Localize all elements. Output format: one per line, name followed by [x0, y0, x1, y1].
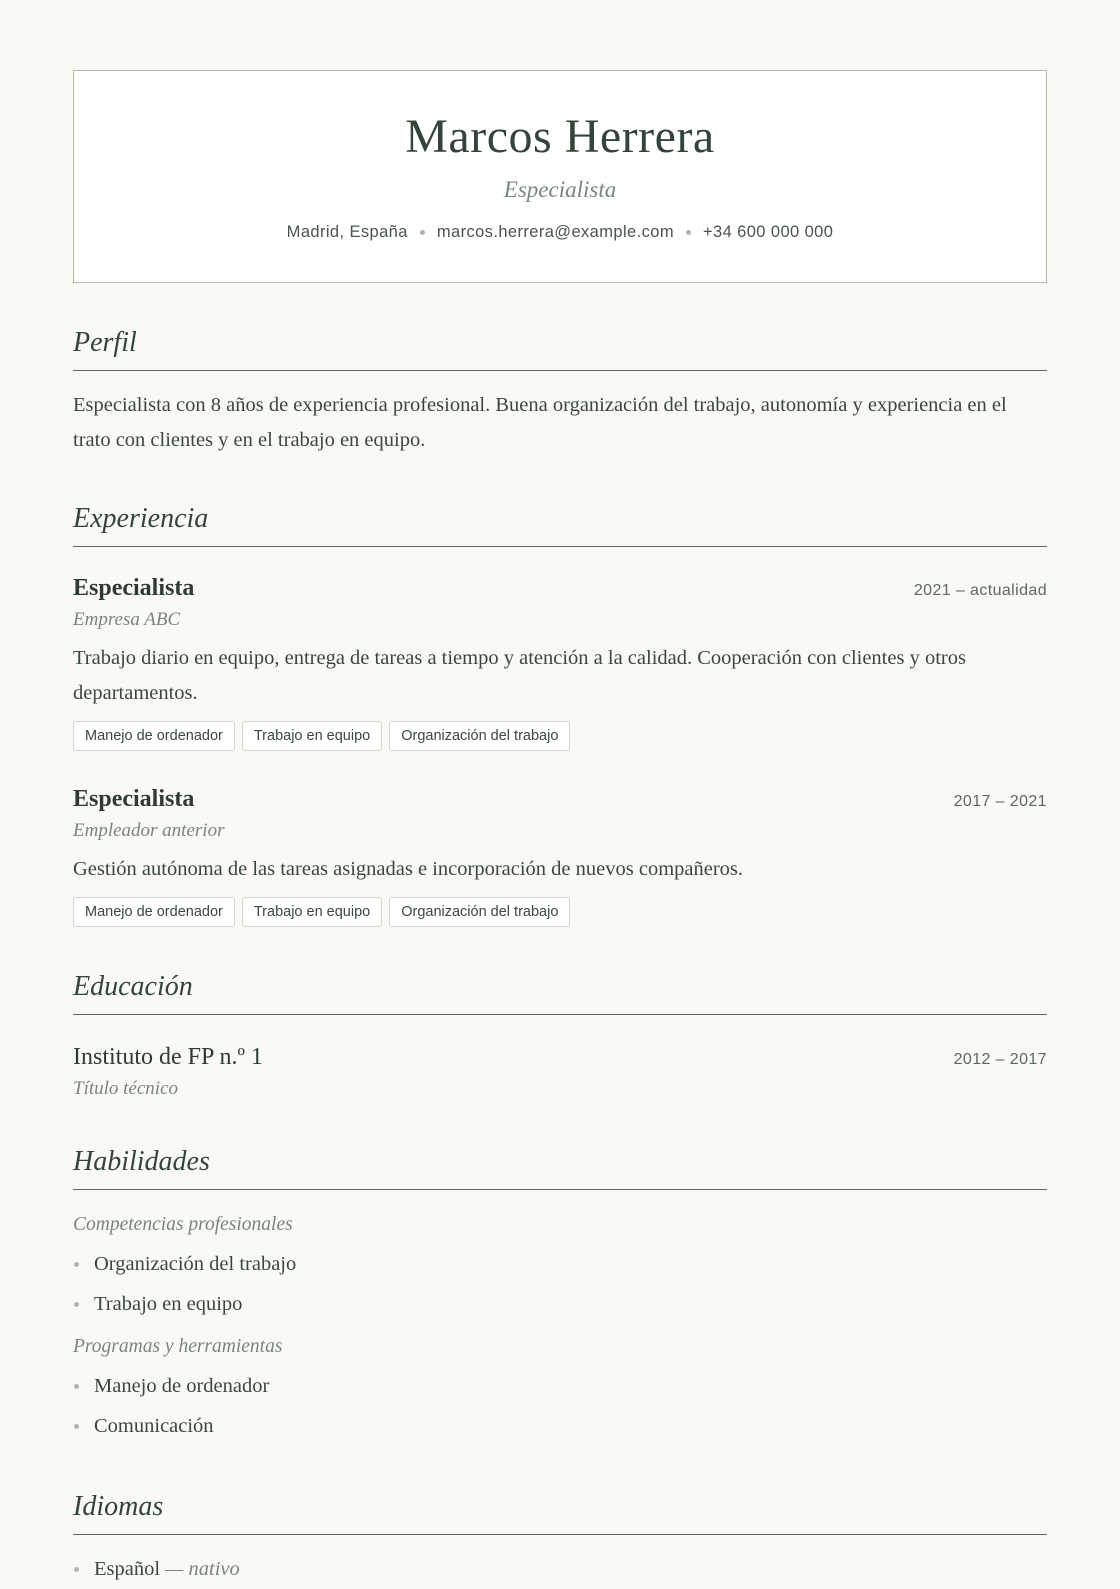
skills-section: [73, 1145, 1047, 1446]
skill-tag: Organización del trabajo: [389, 721, 570, 751]
resume-header: [73, 70, 1047, 283]
separator-dot: [420, 230, 425, 235]
skills-group-title: Competencias profesionales: [73, 1214, 293, 1235]
education-degree: Título técnico: [73, 1078, 179, 1099]
skills-list: [73, 1244, 1047, 1324]
education-heading: Educación: [73, 970, 1047, 1015]
job-role: Especialista: [73, 575, 195, 601]
job-date: 2021 – actualidad: [913, 582, 1047, 599]
language-item: [73, 1549, 1047, 1589]
resume-page: [73, 70, 1047, 1580]
skills-heading: Habilidades: [73, 1145, 1047, 1190]
skill-item: Manejo de ordenador: [73, 1366, 1047, 1406]
languages-list: [73, 1549, 1047, 1589]
skills-list: [73, 1366, 1047, 1446]
skill-tag: Trabajo en equipo: [242, 721, 382, 751]
languages-heading: Idiomas: [73, 1490, 1047, 1535]
language-name: Español: [94, 1558, 161, 1580]
job-role: Especialista: [73, 786, 195, 812]
job-company: Empleador anterior: [73, 820, 225, 841]
skill-item: Trabajo en equipo: [73, 1284, 1047, 1324]
languages-section: [73, 1490, 1047, 1589]
job-company: Empresa ABC: [73, 609, 181, 630]
experience-section: [73, 502, 1047, 547]
education-school: Instituto de FP n.º 1: [73, 1044, 263, 1070]
job-description: Gestión autónoma de las tareas asignadas e incorporación de nuevos compañeros.: [73, 858, 744, 880]
experience-item: [73, 573, 1047, 751]
contact-phone[interactable]: +34 600 000 000: [702, 223, 834, 241]
candidate-title: Especialista: [503, 177, 617, 202]
skill-item: Comunicación: [73, 1406, 1047, 1446]
contact-line: [74, 223, 1046, 242]
education-item: [73, 1042, 1047, 1102]
job-date: 2017 – 2021: [953, 793, 1047, 810]
profile-section: [73, 326, 1047, 458]
experience-heading: Experiencia: [73, 502, 1047, 547]
candidate-name: Marcos Herrera: [405, 110, 715, 163]
education-section: [73, 970, 1047, 1015]
language-level: — nativo: [165, 1558, 240, 1580]
skill-tag: Organización del trabajo: [389, 897, 570, 927]
profile-text: Especialista con 8 años de experiencia profesional. Buena organización del trabajo, autonomía y experiencia en el trato con clientes y en el trabajo en equipo.: [73, 394, 1007, 451]
education-date: 2012 – 2017: [953, 1051, 1047, 1068]
contact-email[interactable]: marcos.herrera@example.com: [436, 223, 674, 241]
skill-tag: Manejo de ordenador: [73, 897, 235, 927]
experience-item: [73, 784, 1047, 927]
job-tags: [73, 897, 1047, 927]
skills-group: [73, 1212, 1047, 1324]
skill-tag: Trabajo en equipo: [242, 897, 382, 927]
separator-dot: [686, 230, 691, 235]
skill-item: Organización del trabajo: [73, 1244, 1047, 1284]
skills-group-title: Programas y herramientas: [73, 1336, 283, 1357]
job-tags: [73, 721, 1047, 751]
profile-heading: Perfil: [73, 326, 1047, 371]
contact-location: Madrid, España: [286, 223, 408, 241]
job-description: Trabajo diario en equipo, entrega de tareas a tiempo y atención a la calidad. Cooperación con clientes y otros departamentos.: [73, 647, 966, 704]
skills-group: [73, 1334, 1047, 1446]
skill-tag: Manejo de ordenador: [73, 721, 235, 751]
